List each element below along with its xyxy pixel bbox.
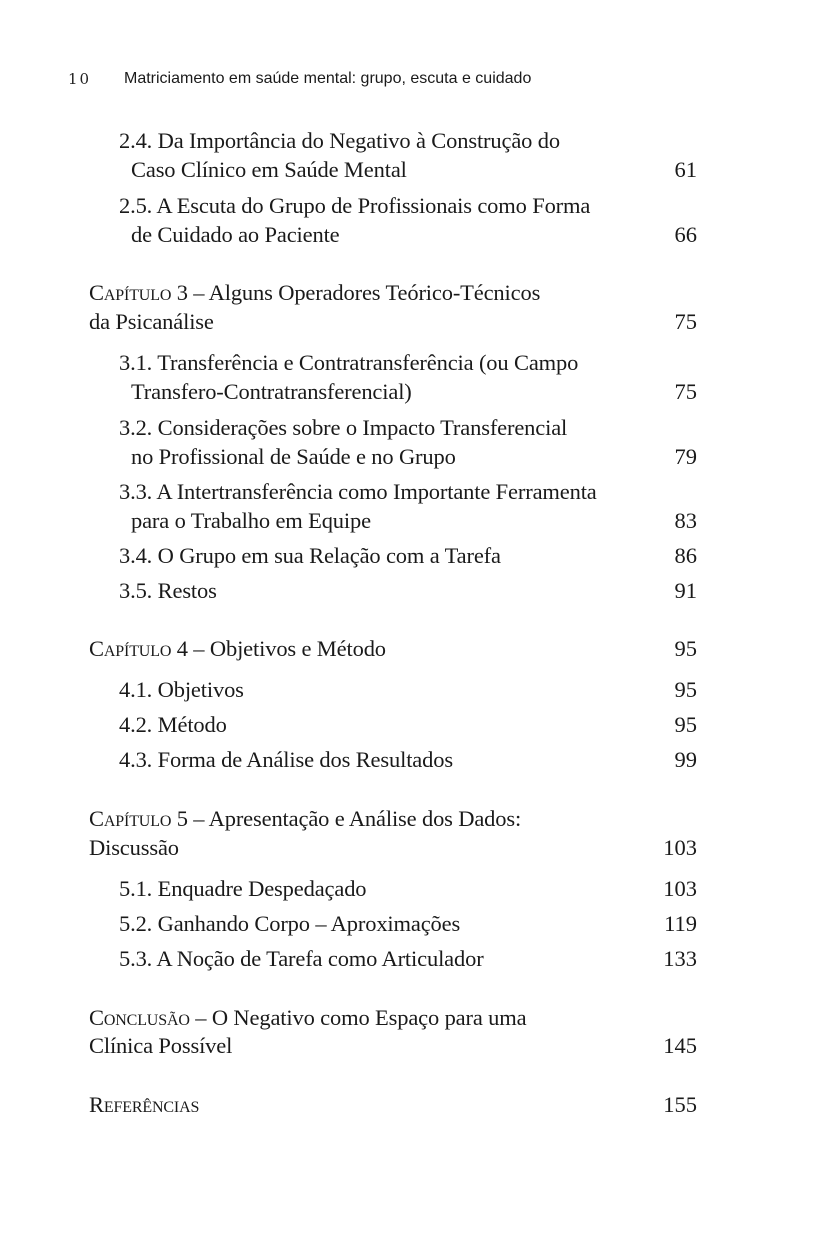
- chapter-title: – Objetivos e Método: [187, 636, 386, 661]
- toc-references[interactable]: [89, 1090, 199, 1119]
- chapter-label: Capítulo 3: [89, 280, 188, 305]
- toc-entry-3-1-page[interactable]: 75: [674, 379, 697, 404]
- toc-chapter-3-page[interactable]: 75: [674, 309, 697, 334]
- chapter-label: Capítulo 5: [89, 806, 188, 831]
- toc-chapter-4-page[interactable]: 95: [674, 636, 697, 661]
- toc-entry-5-1-page[interactable]: 103: [663, 876, 697, 901]
- toc-entry-2-5-line2[interactable]: de Cuidado ao Paciente: [131, 222, 340, 247]
- toc-entry-5-2[interactable]: 5.2. Ganhando Corpo – Aproximações: [119, 911, 461, 936]
- toc-entry-4-2-page[interactable]: 95: [674, 712, 697, 737]
- toc-chapter-3-line2[interactable]: da Psicanálise: [89, 309, 214, 334]
- toc-chapter-5-line2[interactable]: Discussão: [89, 835, 179, 860]
- toc-entry-2-4-page[interactable]: 61: [674, 157, 697, 182]
- toc-entry-3-1-line2[interactable]: Transfero-Contratransferencial): [131, 379, 412, 404]
- toc-entry-4-1-page[interactable]: 95: [674, 677, 697, 702]
- toc-entry-3-2-line1[interactable]: 3.2. Considerações sobre o Impacto Transferencial: [119, 415, 568, 440]
- toc-entry-5-3[interactable]: 5.3. A Noção de Tarefa como Articulador: [119, 946, 484, 971]
- toc-conclusion-line1[interactable]: [89, 1003, 526, 1032]
- toc-entry-3-4-page[interactable]: 86: [674, 543, 697, 568]
- toc-entry-2-4-line1[interactable]: 2.4. Da Importância do Negativo à Construção do: [119, 128, 560, 153]
- toc-entry-3-3-page[interactable]: 83: [674, 508, 697, 533]
- running-header: [0, 68, 827, 94]
- toc-entry-4-3-page[interactable]: 99: [674, 747, 697, 772]
- toc-entry-3-3-line1[interactable]: 3.3. A Intertransferência como Importante Ferramenta: [119, 479, 597, 504]
- toc-references-page[interactable]: 155: [663, 1092, 697, 1117]
- toc-entry-3-3-line2[interactable]: para o Trabalho em Equipe: [131, 508, 371, 533]
- toc-chapter-3-line1[interactable]: [89, 278, 540, 307]
- toc-entry-4-2[interactable]: 4.2. Método: [119, 712, 227, 737]
- chapter-title: – O Negativo como Espaço para uma: [189, 1005, 527, 1030]
- toc-entry-3-5-page[interactable]: 91: [674, 578, 697, 603]
- toc-entry-5-1[interactable]: 5.1. Enquadre Despedaçado: [119, 876, 367, 901]
- chapter-label: Conclusão: [89, 1005, 190, 1030]
- running-title: Matriciamento em saúde mental: grupo, escuta e cuidado: [124, 70, 532, 87]
- toc-entry-2-4-line2[interactable]: Caso Clínico em Saúde Mental: [131, 157, 407, 182]
- toc-entry-5-3-page[interactable]: 133: [663, 946, 697, 971]
- toc-entry-2-5-line1[interactable]: 2.5. A Escuta do Grupo de Profissionais como Forma: [119, 193, 591, 218]
- page-number: 10: [68, 70, 92, 88]
- toc-entry-3-2-line2[interactable]: no Profissional de Saúde e no Grupo: [131, 444, 456, 469]
- toc-entry-5-2-page[interactable]: 119: [664, 911, 697, 936]
- toc-chapter-5-line1[interactable]: [89, 804, 521, 833]
- chapter-label: Capítulo 4: [89, 636, 188, 661]
- chapter-label: Referências: [89, 1092, 200, 1117]
- toc-chapter-5-page[interactable]: 103: [663, 835, 697, 860]
- toc-conclusion-page[interactable]: 145: [663, 1033, 697, 1058]
- toc-entry-3-4[interactable]: 3.4. O Grupo em sua Relação com a Tarefa: [119, 543, 501, 568]
- chapter-title: – Apresentação e Análise dos Dados:: [187, 806, 522, 831]
- toc-entry-3-5[interactable]: 3.5. Restos: [119, 578, 217, 603]
- toc-entry-3-1-line1[interactable]: 3.1. Transferência e Contratransferência (ou Campo: [119, 350, 579, 375]
- toc-conclusion-line2[interactable]: Clínica Possível: [89, 1033, 233, 1058]
- toc-entry-2-5-page[interactable]: 66: [674, 222, 697, 247]
- toc-entry-3-2-page[interactable]: 79: [674, 444, 697, 469]
- toc-chapter-4[interactable]: [89, 634, 386, 663]
- toc-entry-4-1[interactable]: 4.1. Objetivos: [119, 677, 244, 702]
- chapter-title: – Alguns Operadores Teórico-Técnicos: [187, 280, 541, 305]
- toc-entry-4-3[interactable]: 4.3. Forma de Análise dos Resultados: [119, 747, 453, 772]
